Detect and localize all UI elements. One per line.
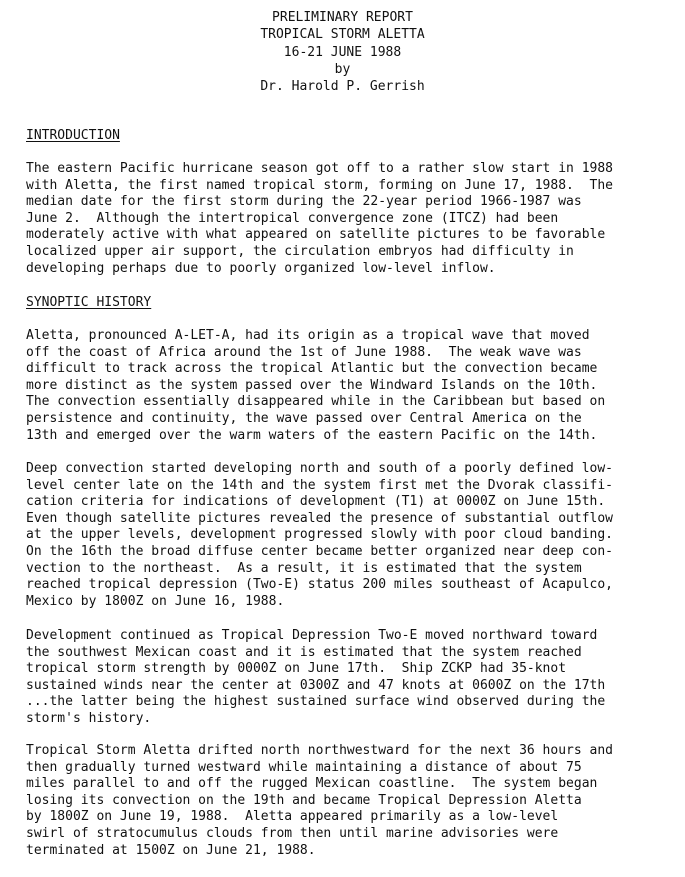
- paragraph-line: median date for the first storm during the 22-year period 1966-1987 was: [26, 194, 582, 210]
- paragraph-line: moderately active with what appeared on satellite pictures to be favorable: [26, 227, 606, 243]
- paragraph-line: localized upper air support, the circulation embryos had difficulty in: [26, 244, 574, 259]
- introduction-heading: INTRODUCTION: [26, 128, 120, 143]
- paragraph-line: swirl of stratocumulus clouds from then until marine advisories were: [26, 826, 559, 841]
- report-by: by: [334, 61, 351, 77]
- paragraph-line: by 1800Z on June 19, 1988. Aletta appeared primarily as a low-level: [26, 809, 559, 825]
- report-title: TROPICAL STORM ALETTA: [260, 27, 425, 43]
- paragraph-line: cation criteria for indications of development (T1) at 0000Z on June 15th.: [26, 494, 606, 510]
- paragraph-line: reached tropical depression (Two-E) status 200 miles southeast of Acapulco,: [26, 577, 613, 593]
- paragraph-line: June 2. Although the intertropical convergence zone (ITCZ) had been: [26, 210, 559, 226]
- report-dates: 16-21 JUNE 1988: [283, 44, 402, 60]
- paragraph-line: terminated at 1500Z on June 21, 1988.: [26, 842, 316, 858]
- paragraph-line: miles parallel to and off the rugged Mexican coastline. The system began: [26, 776, 598, 792]
- paragraph-line: The convection essentially disappeared while in the Caribbean but based on: [26, 394, 606, 410]
- paragraph-line: storm's history.: [26, 711, 152, 726]
- paragraph-line: 13th and emerged over the warm waters of the eastern Pacific on the 14th.: [26, 427, 598, 443]
- paragraph-line: then gradually turned westward while maintaining a distance of about 75: [26, 759, 582, 775]
- paragraph-line: On the 16th the broad diffuse center became better organized near deep con-: [26, 544, 613, 559]
- paragraph-line: off the coast of Africa around the 1st of June 1988. The weak wave was: [26, 344, 582, 360]
- paragraph-line: Aletta, pronounced A-LET-A, had its origin as a tropical wave that moved: [26, 328, 590, 343]
- paragraph-line: the southwest Mexican coast and it is estimated that the system reached: [26, 644, 582, 660]
- paragraph-line: at the upper levels, development progressed slowly with poor cloud banding.: [26, 527, 613, 543]
- paragraph-line: difficult to track across the tropical Atlantic but the convection became: [26, 361, 598, 377]
- paragraph-line: The eastern Pacific hurricane season got off to a rather slow start in 1988: [26, 161, 613, 176]
- paragraph-line: losing its convection on the 19th and became Tropical Depression Aletta: [26, 792, 582, 808]
- paragraph-line: more distinct as the system passed over the Windward Islands on the 10th.: [26, 377, 598, 393]
- report-author: Dr. Harold P. Gerrish: [260, 79, 425, 95]
- paragraph-line: tropical storm strength by 0000Z on June 17th. Ship ZCKP had 35-knot: [26, 661, 567, 677]
- paragraph-line: vection to the northeast. As a result, it is estimated that the system: [26, 560, 582, 576]
- paragraph-line: with Aletta, the first named tropical storm, forming on June 17, 1988. The: [26, 177, 613, 193]
- paragraph-line: sustained winds near the center at 0300Z and 47 knots at 0600Z on the 17th: [26, 677, 606, 693]
- synoptic-history-heading: SYNOPTIC HISTORY: [26, 295, 152, 310]
- paragraph-line: Mexico by 1800Z on June 16, 1988.: [26, 593, 285, 609]
- paragraph-line: Even though satellite pictures revealed the presence of substantial outflow: [26, 510, 613, 526]
- report-header: [0, 9, 685, 95]
- paragraph-line: persistence and continuity, the wave passed over Central America on the: [26, 411, 582, 426]
- paragraph-line: level center late on the 14th and the system first met the Dvorak classifi-: [26, 477, 613, 493]
- report-type: PRELIMINARY REPORT: [272, 10, 413, 25]
- paragraph-line: Tropical Storm Aletta drifted north northwestward for the next 36 hours and: [26, 743, 613, 758]
- paragraph-line: Deep convection started developing north and south of a poorly defined low-: [26, 461, 613, 476]
- paragraph-line: Development continued as Tropical Depression Two-E moved northward toward: [26, 628, 598, 643]
- paragraph-line: ...the latter being the highest sustained surface wind observed during the: [26, 694, 606, 710]
- paragraph-line: developing perhaps due to poorly organized low-level inflow.: [26, 260, 496, 276]
